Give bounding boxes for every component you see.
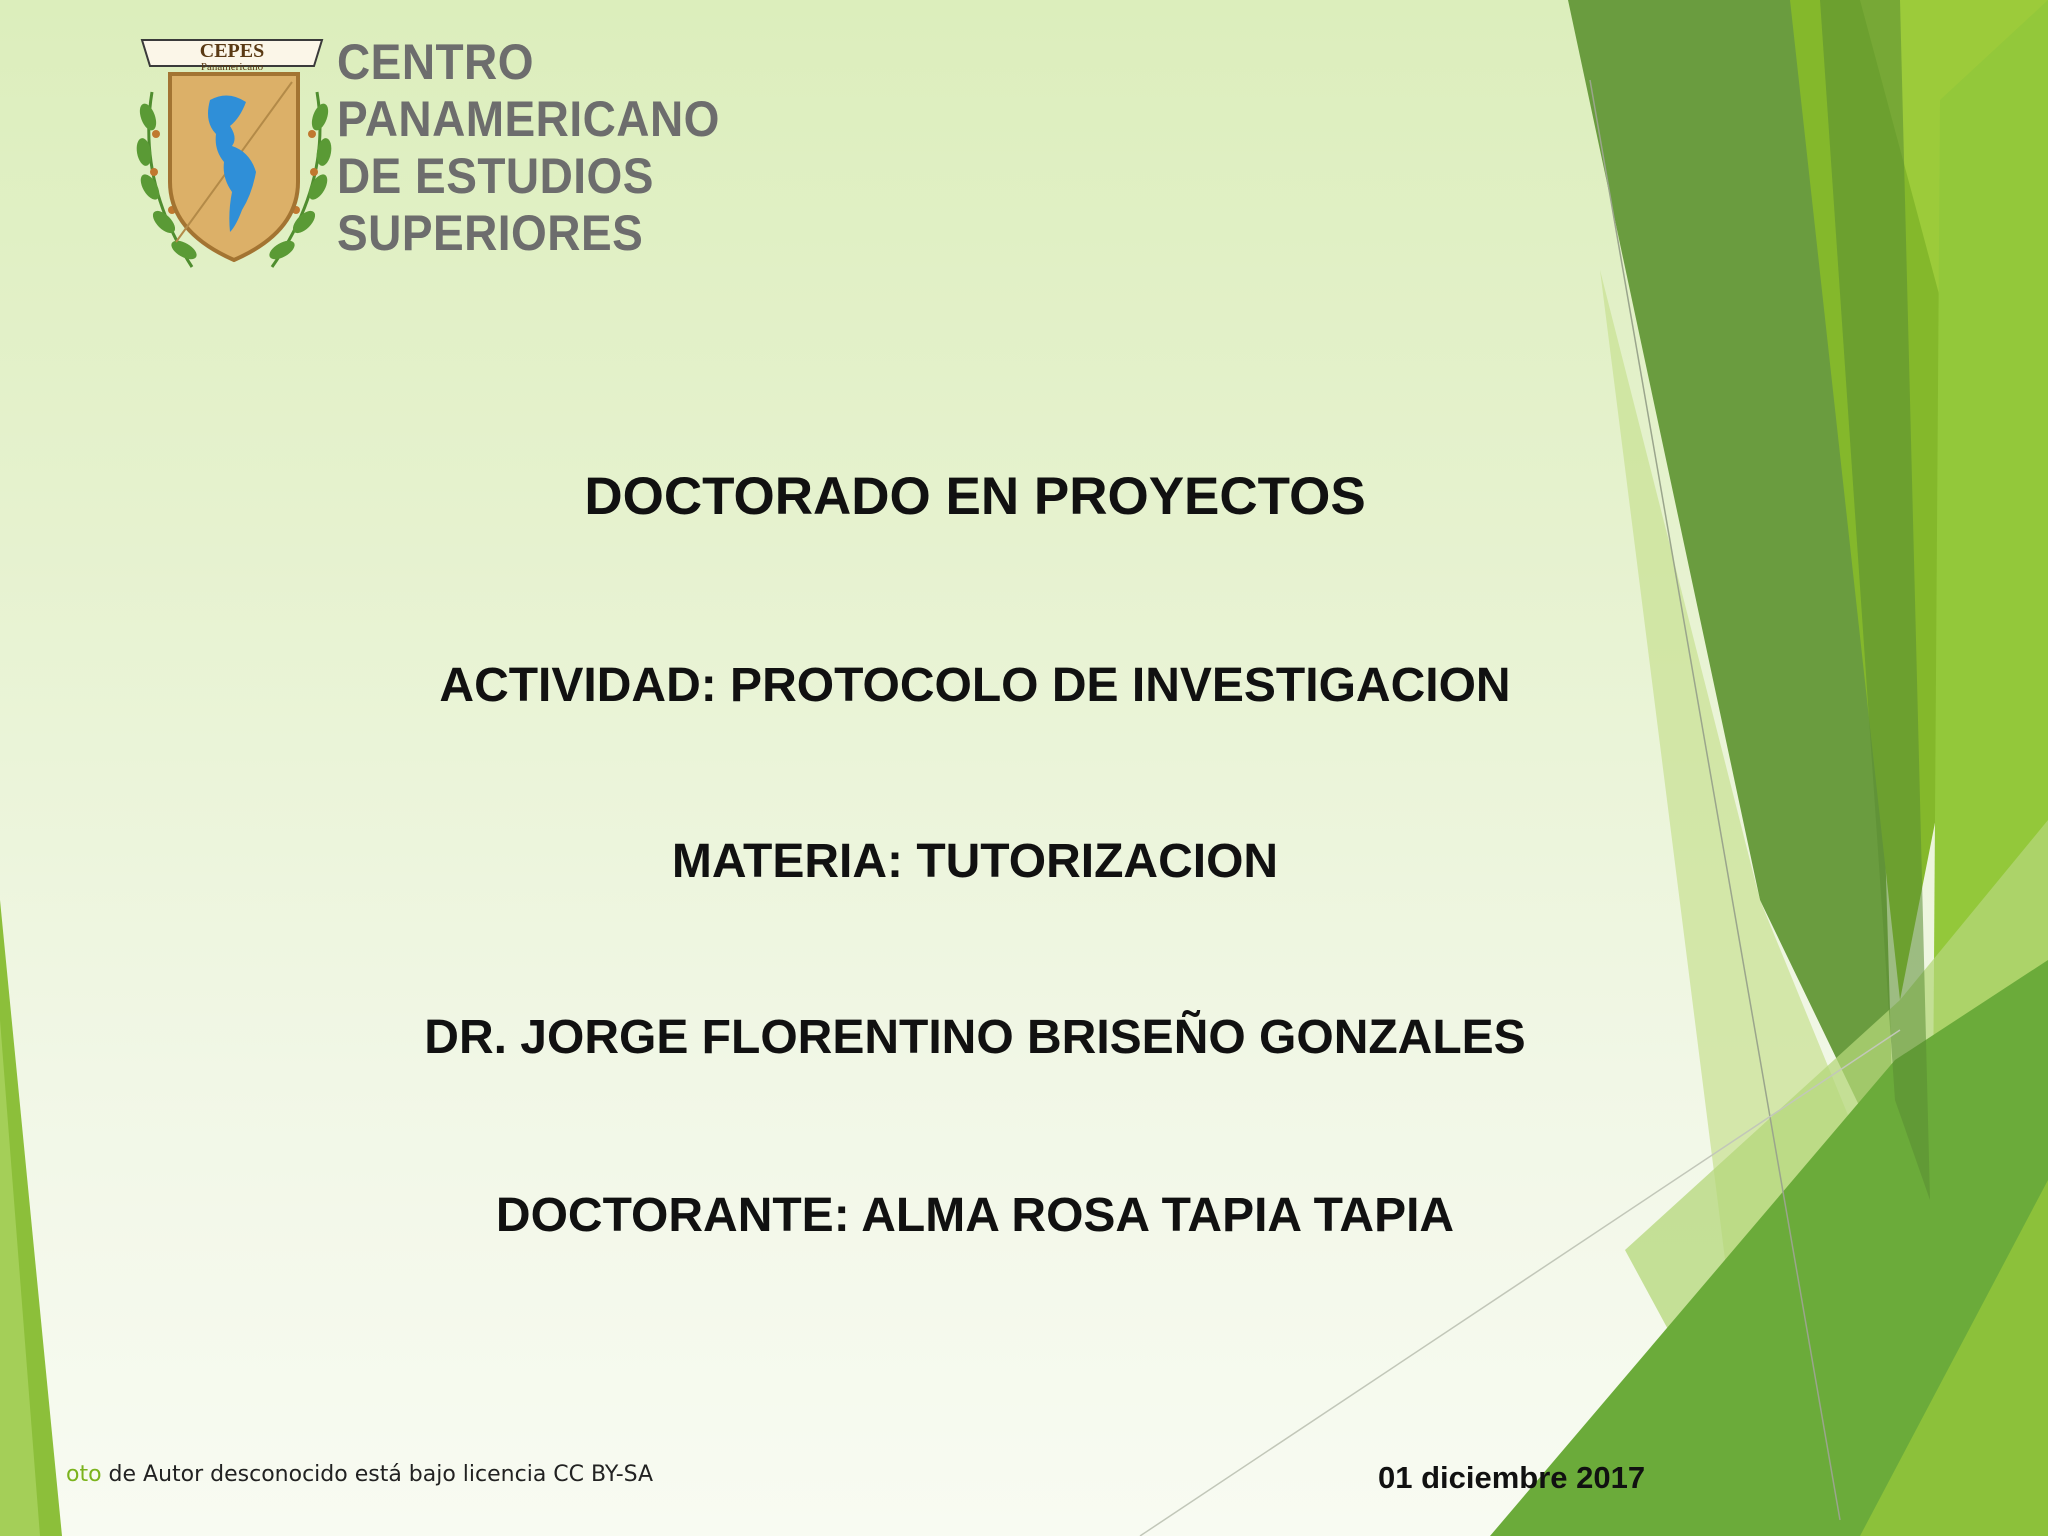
- slide-date: 01 diciembre 2017: [1378, 1460, 1646, 1495]
- institution-name: [337, 34, 720, 262]
- cepes-shield-logo: [132, 22, 332, 292]
- activity-line: ACTIVIDAD: PROTOCOLO DE INVESTIGACION: [439, 659, 1511, 712]
- image-credit-text: de Autor desconocido está bajo licencia CC BY-SA: [101, 1462, 654, 1487]
- slide-title: DOCTORADO EN PROYECTOS: [584, 467, 1366, 526]
- image-credit: [66, 1462, 653, 1487]
- institution-logo: [132, 22, 722, 292]
- subject-line: MATERIA: TUTORIZACION: [671, 835, 1279, 888]
- image-credit-link[interactable]: oto: [66, 1462, 102, 1487]
- institution-name-line-3: DE ESTUDIOS: [337, 148, 654, 204]
- institution-name-line-1: CENTRO: [337, 34, 534, 90]
- svg-text:Panamericano: Panamericano: [200, 61, 264, 73]
- professor-line: DR. JORGE FLORENTINO BRISEÑO GONZALES: [424, 1011, 1526, 1064]
- institution-name-line-4: SUPERIORES: [337, 205, 644, 261]
- institution-name-line-2: PANAMERICANO: [337, 91, 720, 147]
- student-line: DOCTORANTE: ALMA ROSA TAPIA TAPIA: [495, 1189, 1455, 1242]
- svg-text:CEPES: CEPES: [199, 40, 265, 62]
